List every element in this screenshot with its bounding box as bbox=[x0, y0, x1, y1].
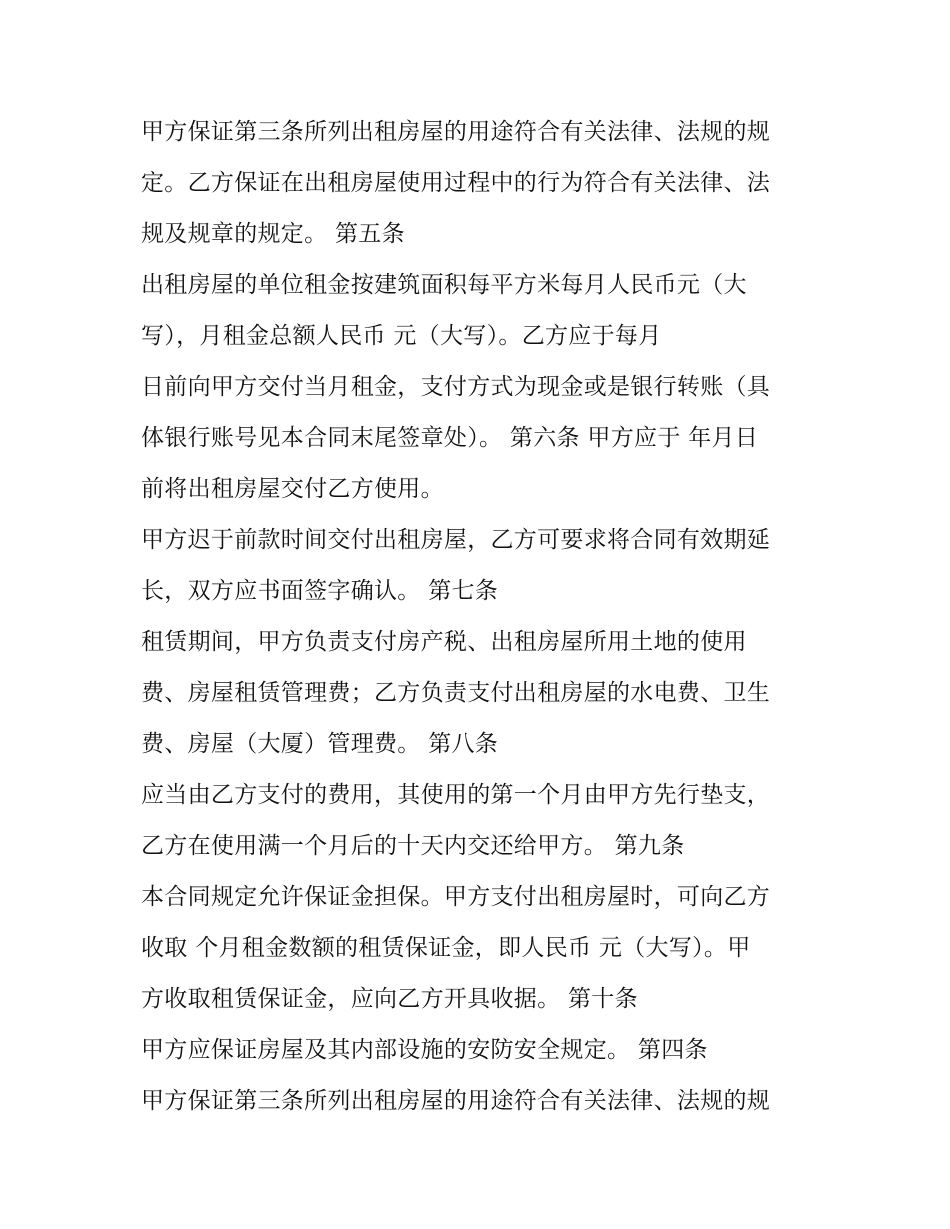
text-line: 甲方保证第三条所列出租房屋的用途符合有关法律、法规的规 bbox=[141, 119, 771, 145]
text-line: 费、房屋（大厦）管理费。 第八条 bbox=[141, 731, 499, 757]
text-line: 长，双方应书面签字确认。 第七条 bbox=[141, 578, 499, 604]
text-line: 规及规章的规定。 第五条 bbox=[141, 221, 405, 247]
text-line: 费、房屋租赁管理费；乙方负责支付出租房屋的水电费、卫生 bbox=[141, 680, 771, 706]
text-line: 日前向甲方交付当月租金，支付方式为现金或是银行转账（具 bbox=[141, 374, 771, 400]
text-line: 方收取租赁保证金，应向乙方开具收据。 第十条 bbox=[141, 986, 638, 1012]
text-line: 前将出租房屋交付乙方使用。 bbox=[141, 476, 444, 502]
text-line: 本合同规定允许保证金担保。甲方支付出租房屋时，可向乙方 bbox=[141, 884, 771, 910]
text-line: 甲方保证第三条所列出租房屋的用途符合有关法律、法规的规 bbox=[141, 1088, 771, 1114]
text-line: 收取 个月租金数额的租赁保证金，即人民币 元（大写）。甲 bbox=[141, 935, 751, 961]
contract-body-text bbox=[141, 107, 821, 1127]
text-line: 出租房屋的单位租金按建筑面积每平方米每月人民币元（大 bbox=[141, 272, 747, 298]
text-line: 定。乙方保证在出租房屋使用过程中的行为符合有关法律、法 bbox=[141, 170, 771, 196]
text-line: 租赁期间，甲方负责支付房产税、出租房屋所用土地的使用 bbox=[141, 629, 747, 655]
text-line: 乙方在使用满一个月后的十天内交还给甲方。 第九条 bbox=[141, 833, 685, 859]
text-line: 体银行账号见本合同末尾签章处）。 第六条 甲方应于 年月日 bbox=[141, 425, 759, 451]
text-line: 甲方迟于前款时间交付出租房屋，乙方可要求将合同有效期延 bbox=[141, 527, 771, 553]
text-line: 甲方应保证房屋及其内部设施的安防安全规定。 第四条 bbox=[141, 1037, 708, 1063]
text-line: 应当由乙方支付的费用，其使用的第一个月由甲方先行垫支， bbox=[141, 782, 771, 808]
text-line: 写），月租金总额人民币 元（大写）。乙方应于每月 bbox=[141, 323, 662, 349]
